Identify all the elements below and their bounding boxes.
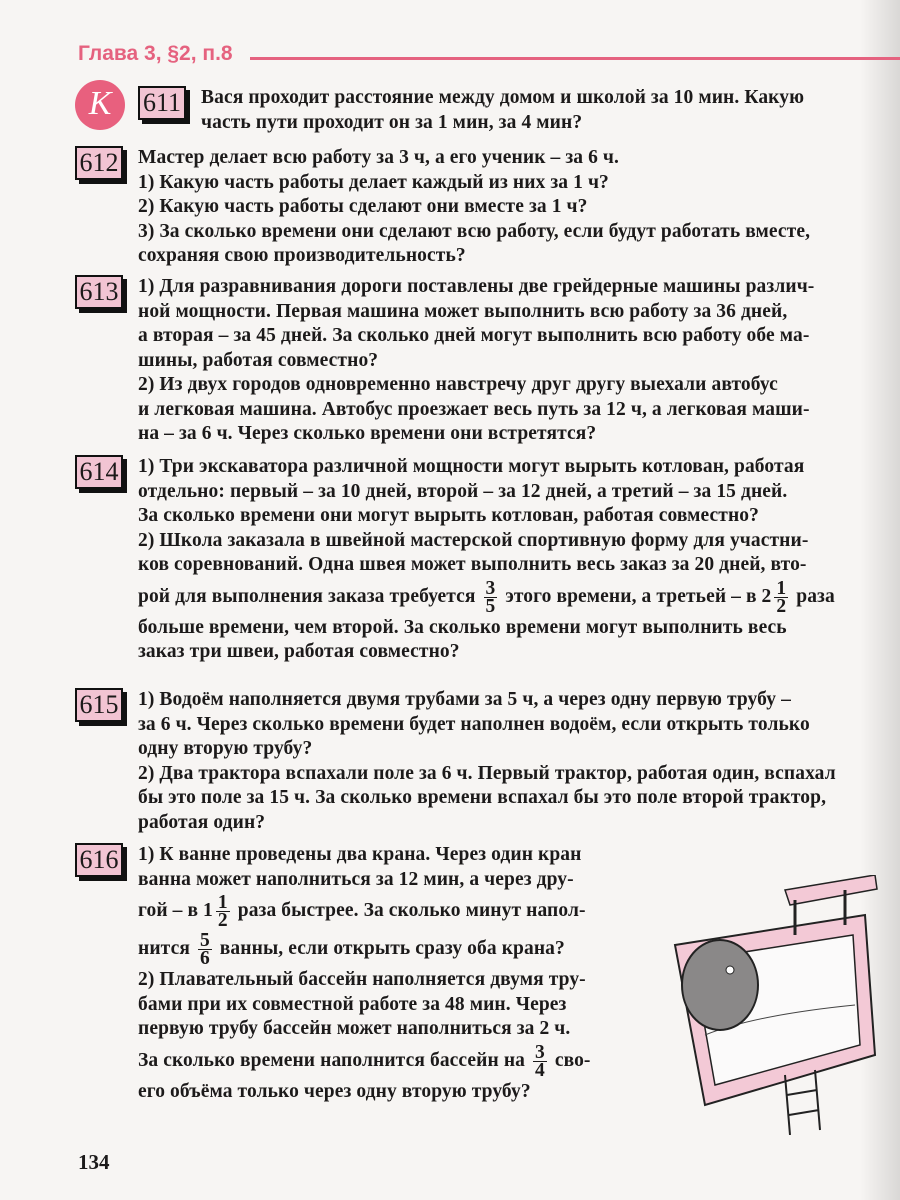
text-segment: ванны, если открыть сразу оба крана? — [214, 938, 565, 959]
text-segment: бы это поле за 15 ч. За сколько времени вспахал бы это поле второй трактор, — [138, 787, 827, 808]
text-segment: 1) К ванне проведены два крана. Через один кран — [138, 844, 582, 865]
fraction-denominator: 2 — [217, 910, 228, 932]
text-line — [138, 786, 892, 811]
text-segment: работая один? — [138, 811, 266, 833]
text-segment: заказ три швеи, работая совместно? — [138, 641, 460, 662]
text-segment: больше времени, чем второй. За сколько времени могут выполнить весь — [138, 616, 787, 638]
problem-611 — [138, 86, 892, 135]
fraction-numerator: 5 — [199, 930, 210, 952]
fraction-numerator: 1 — [217, 892, 228, 914]
k-badge-icon: К — [75, 80, 125, 130]
problem-number: 616 — [75, 843, 123, 877]
text-line — [138, 275, 892, 300]
problem-614 — [75, 455, 892, 665]
text-segment: сво- — [549, 1049, 591, 1071]
header-divider — [250, 57, 900, 60]
text-line — [138, 762, 892, 787]
text-segment: 2) Из двух городов одновременно навстречу друг другу выехали автобус — [138, 374, 778, 395]
text-line — [138, 553, 892, 578]
text-segment: часть пути проходит он за 1 мин, за 4 мин? — [201, 111, 583, 133]
text-segment: ной мощности. Первая машина может выполнить всю работу за 36 дней, — [138, 300, 788, 322]
text-line — [138, 480, 892, 505]
text-line — [138, 300, 892, 325]
text-segment: и легковая машина. Автобус проезжает весь путь за 12 ч, а легковая маши- — [138, 398, 810, 420]
problem-613 — [75, 275, 892, 447]
text-line — [138, 688, 892, 713]
text-segment: ванна может наполниться за 12 мин, а через дру- — [138, 868, 574, 890]
text-line — [138, 455, 892, 480]
fraction — [198, 930, 212, 970]
text-segment: 2) Школа заказала в швейной мастерской спортивную форму для участни- — [138, 529, 809, 551]
problem-number: 612 — [75, 146, 123, 180]
text-segment: гой – в 1 — [138, 900, 213, 921]
text-segment: шины, работая совместно? — [138, 349, 379, 371]
fraction-denominator: 5 — [485, 595, 496, 617]
problem-number: 613 — [75, 275, 123, 309]
fraction — [774, 577, 788, 617]
text-line — [201, 86, 892, 111]
text-line — [138, 373, 892, 398]
text-line — [138, 737, 892, 762]
text-line — [138, 171, 892, 196]
text-line — [138, 504, 892, 529]
text-segment: 1) Для разравнивания дороги поставлены две грейдерные машины различ- — [138, 276, 815, 297]
bathtub-illustration — [665, 875, 885, 1135]
text-line — [138, 195, 892, 220]
text-line — [138, 843, 892, 868]
text-line — [201, 111, 892, 136]
text-segment: рой для выполнения заказа требуется — [138, 585, 481, 607]
problem-number: 615 — [75, 688, 123, 722]
text-segment: За сколько времени наполнится бассейн на — [138, 1049, 530, 1071]
text-segment: 1) Три экскаватора различной мощности могут вырыть котлован, работая — [138, 456, 805, 477]
problem-615 — [75, 688, 892, 835]
text-line — [138, 640, 892, 665]
problem-number: 611 — [138, 86, 186, 120]
text-segment: первую трубу бассейн может наполниться за 2 ч. — [138, 1018, 571, 1039]
text-segment: а вторая – за 45 дней. За сколько дней могут выполнить всю работу обе ма- — [138, 325, 810, 346]
fraction-denominator: 2 — [776, 595, 787, 617]
text-segment: на – за 6 ч. Через сколько времени они встретятся? — [138, 423, 597, 444]
text-line — [138, 324, 892, 349]
text-line — [138, 349, 892, 374]
text-line — [138, 811, 892, 836]
text-segment: одну вторую трубу? — [138, 738, 313, 759]
text-segment: ков соревнований. Одна швея может выполнить весь заказ за 20 дней, вто- — [138, 554, 807, 575]
text-segment: 2) Два трактора вспахали поле за 6 ч. Первый трактор, работая один, вспахал — [138, 762, 836, 784]
problem-number: 614 — [75, 455, 123, 489]
text-segment: За сколько времени они могут вырыть котлован, работая совместно? — [138, 505, 760, 526]
text-segment: Мастер делает всю работу за 3 ч, а его ученик – за 6 ч. — [138, 147, 619, 168]
text-segment: нится — [138, 938, 195, 959]
text-line — [138, 529, 892, 554]
fraction-denominator: 6 — [199, 948, 210, 970]
text-segment: 2) Плавательный бассейн наполняется двумя тру- — [138, 969, 586, 990]
fraction — [216, 892, 230, 932]
fraction — [533, 1041, 547, 1081]
text-segment: 1) Водоём наполняется двумя трубами за 5 ч, а через одну первую трубу – — [138, 689, 791, 710]
fraction-numerator: 1 — [776, 577, 787, 599]
text-segment: этого времени, а третьей – в 2 — [500, 585, 772, 607]
problem-612 — [75, 146, 892, 269]
text-segment: его объёма только через одну вторую трубу? — [138, 1080, 531, 1102]
text-line — [138, 713, 892, 738]
text-segment: за 6 ч. Через сколько времени будет наполнен водоём, если открыть только — [138, 713, 810, 735]
text-line — [138, 220, 892, 245]
text-segment: бами при их совместной работе за 48 мин. Через — [138, 993, 567, 1015]
fraction-numerator: 3 — [535, 1041, 545, 1063]
text-segment: раза — [791, 585, 835, 607]
text-line — [138, 146, 892, 171]
text-segment: 3) За сколько времени они сделают всю работу, если будут работать вместе, — [138, 220, 811, 242]
text-line — [138, 616, 892, 641]
text-line — [138, 578, 892, 616]
text-segment: сохраняя свою производительность? — [138, 245, 466, 266]
fraction-numerator: 3 — [485, 577, 496, 599]
fraction — [484, 577, 498, 617]
text-segment: 1) Какую часть работы делает каждый из них за 1 ч? — [138, 171, 609, 193]
text-line — [138, 244, 892, 269]
text-segment: Вася проходит расстояние между домом и школой за 10 мин. Какую — [201, 87, 805, 108]
fraction-denominator: 4 — [535, 1059, 545, 1081]
page-number: 134 — [78, 1150, 110, 1174]
text-segment: раза быстрее. За сколько минут напол- — [232, 900, 586, 921]
text-segment: отдельно: первый – за 10 дней, второй – за 12 дней, а третий – за 15 дней. — [138, 480, 788, 502]
text-segment: 2) Какую часть работы сделают они вместе за 1 ч? — [138, 196, 588, 217]
chapter-header: Глава 3, §2, п.8 — [78, 42, 233, 65]
text-line — [138, 422, 892, 447]
text-line — [138, 398, 892, 423]
